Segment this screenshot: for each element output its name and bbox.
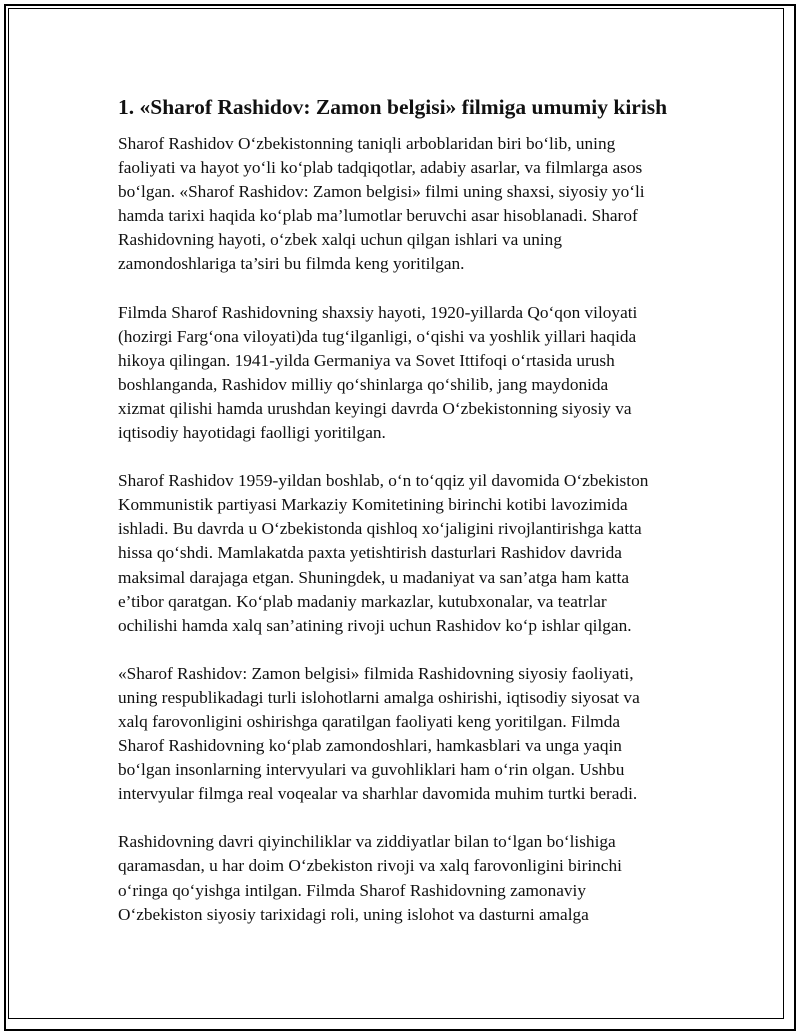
text-line: o‘ringa qo‘yishga intilgan. Filmda Sharof Rashidovning zamonaviy bbox=[118, 880, 586, 900]
text-line: ochilishi hamda xalq san’atining rivoji uchun Rashidov ko‘p ishlar qilgan. bbox=[118, 615, 632, 635]
text-line: bo‘lgan insonlarning intervyulari va guvohliklari ham o‘rin olgan. Ushbu bbox=[118, 760, 625, 780]
text-line: maksimal darajaga etgan. Shuningdek, u madaniyat va san’atga ham katta bbox=[118, 567, 630, 587]
text-line: «Sharof Rashidov: Zamon belgisi» filmida Rashidovning siyosiy faoliyati, bbox=[118, 663, 634, 683]
text-line: O‘zbekiston siyosiy tarixidagi roli, uning islohot va dasturni amalga bbox=[118, 904, 589, 924]
text-line: boshlanganda, Rashidov milliy qo‘shinlarga qo‘shilib, jang maydonida bbox=[118, 374, 609, 394]
text-line: iqtisodiy hayotidagi faolligi yoritilgan. bbox=[118, 423, 386, 443]
paragraph-3 bbox=[118, 469, 688, 638]
paragraph-5 bbox=[118, 830, 688, 926]
text-line: intervyular filmga real voqealar va sharhlar davomida muhim turtki beradi. bbox=[118, 784, 638, 804]
text-line: ishladi. Bu davrda u O‘zbekistonda qishloq xo‘jaligini rivojlantirishga katta bbox=[118, 519, 642, 539]
text-line: uning respublikadagi turli islohotlarni amalga oshirishi, iqtisodiy siyosat va bbox=[118, 687, 640, 707]
text-line: Filmda Sharof Rashidovning shaxsiy hayoti, 1920-yillarda Qo‘qon viloyati bbox=[118, 302, 638, 322]
paragraph-4 bbox=[118, 662, 688, 807]
text-line: hikoya qilingan. 1941-yilda Germaniya va Sovet Ittifoqi o‘rtasida urush bbox=[118, 350, 615, 370]
text-line: Sharof Rashidov 1959-yildan boshlab, o‘n to‘qqiz yil davomida O‘zbekiston bbox=[118, 471, 649, 491]
text-line: Rashidovning davri qiyinchiliklar va ziddiyatlar bilan to‘lgan bo‘lishiga bbox=[118, 832, 616, 852]
text-line: qaramasdan, u har doim O‘zbekiston rivoji va xalq farovonligini birinchi bbox=[118, 856, 622, 876]
text-line: xalq farovonligini oshirishga qaratilgan faoliyati keng yoritilgan. Filmda bbox=[118, 711, 621, 731]
text-line: e’tibor qaratgan. Ko‘plab madaniy markazlar, kutubxonalar, va teatrlar bbox=[118, 591, 607, 611]
paragraph-1 bbox=[118, 132, 688, 277]
document-body bbox=[118, 92, 688, 951]
text-line: hissa qo‘shdi. Mamlakatda paxta yetishtirish dasturlari Rashidov davrida bbox=[118, 543, 622, 563]
text-line: faoliyati va hayot yo‘li ko‘plab tadqiqotlar, adabiy asarlar, va filmlarga asos bbox=[118, 158, 643, 178]
text-line: hamda tarixi haqida ko‘plab ma’lumotlar beruvchi asar hisoblanadi. Sharof bbox=[118, 206, 638, 226]
text-line: zamondoshlariga ta’siri bu filmda keng yoritilgan. bbox=[118, 254, 465, 274]
section-heading: 1. «Sharof Rashidov: Zamon belgisi» filmiga umumiy kirish bbox=[118, 95, 668, 119]
text-line: Rashidovning hayoti, o‘zbek xalqi uchun qilgan ishlari va uning bbox=[118, 230, 562, 250]
text-line: Sharof Rashidov O‘zbekistonning taniqli arboblaridan biri bo‘lib, uning bbox=[118, 134, 616, 153]
text-line: xizmat qilishi hamda urushdan keyingi davrda O‘zbekistonning siyosiy va bbox=[118, 398, 632, 418]
text-line: Sharof Rashidovning ko‘plab zamondoshlari, hamkasblari va unga yaqin bbox=[118, 736, 622, 756]
text-line: (hozirgi Farg‘ona viloyati)da tug‘ilganligi, o‘qishi va yoshlik yillari haqida bbox=[118, 326, 637, 346]
paragraph-2 bbox=[118, 301, 688, 446]
text-line: Kommunistik partiyasi Markaziy Komitetining birinchi kotibi lavozimida bbox=[118, 495, 628, 515]
text-line: bo‘lgan. «Sharof Rashidov: Zamon belgisi» filmi uning shaxsi, siyosiy yo‘li bbox=[118, 182, 645, 202]
